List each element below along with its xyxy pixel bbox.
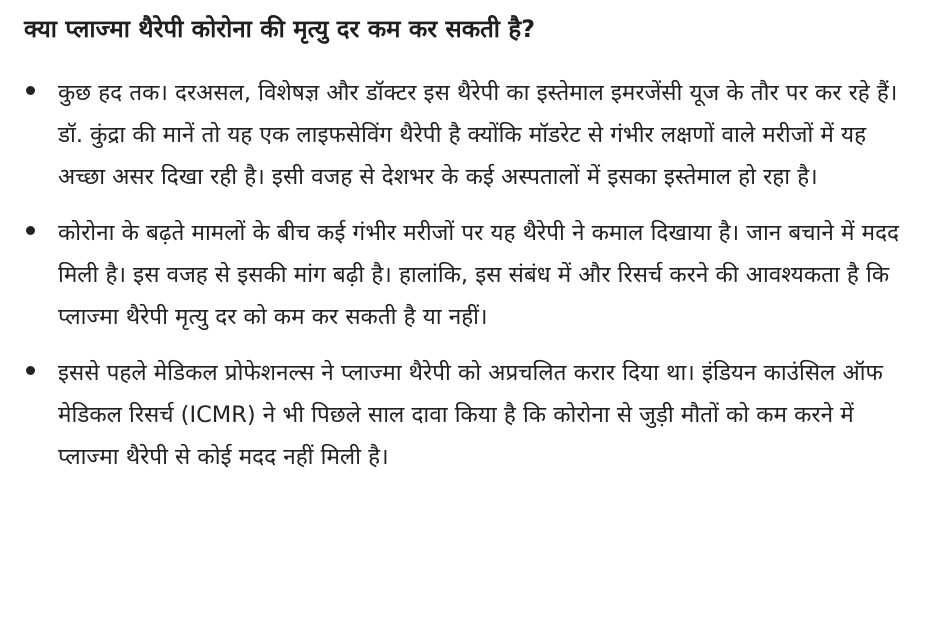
bullet-text: कोरोना के बढ़ते मामलों के बीच कई गंभीर मरीजों पर यह थैरेपी ने कमाल दिखाया है। जान बचाने में मदद मिली है। इस वजह से इसकी मांग बढ़ी है। हालांकि, इस संबंध में और रिसर्च करने की आवश्यकता है कि प्लाज्मा थैरेपी मृत्यु दर को कम कर सकती है या नहीं। — [58, 220, 899, 330]
bullet-dot-icon — [26, 226, 35, 235]
bullet-text: कुछ हद तक। दरअसल, विशेषज्ञ और डॉक्टर इस थैरेपी का इस्तेमाल इमरजेंसी यूज के तौर पर कर रहे हैं। डॉ. कुंद्रा की मानें तो यह एक लाइफसेविंग थैरेपी है क्योंकि मॉडरेट से गंभीर लक्षणों वाले मरीजों में यह अच्छा असर दिखा रही है। इसी वजह से देशभर के कई अस्पतालों में इसका इस्तेमाल हो रहा है। — [58, 80, 898, 190]
bullet-text: इससे पहले मेडिकल प्रोफेशनल्स ने प्लाज्मा थैरेपी को अप्रचलित करार दिया था। इंडियन काउंसिल ऑफ मेडिकल रिसर्च (ICMR) ने भी पिछले साल दावा किया है कि कोरोना से जुड़ी मौतों को कम करने में प्लाज्मा थैरेपी से कोई मदद नहीं मिली है। — [58, 360, 883, 470]
section-heading: क्या प्लाज्मा थैरेपी कोरोना की मृत्यु दर कम कर सकती है? — [24, 15, 536, 43]
bullet-dot-icon — [26, 366, 35, 375]
bullet-item — [24, 72, 920, 198]
bullet-list — [24, 72, 920, 478]
bullet-dot-icon — [26, 86, 35, 95]
bullet-item — [24, 352, 920, 478]
bullet-item — [24, 212, 920, 338]
